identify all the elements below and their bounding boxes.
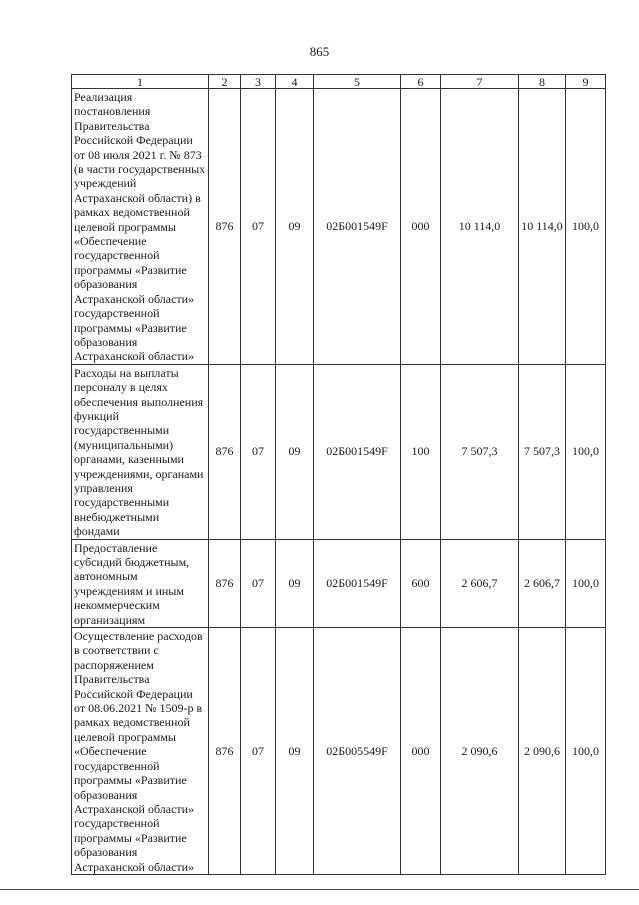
header-col-7: 7 [441, 75, 519, 89]
row-description: Предоставление субсидий бюджетным, автономным учреждениям и иным некоммерческим организациям [72, 539, 209, 627]
cell-section: 07 [241, 628, 276, 875]
cell-subsection: 09 [276, 364, 314, 539]
header-col-9: 9 [566, 75, 606, 89]
cell-planned-amount: 2 090,6 [441, 628, 519, 875]
cell-expense-type: 000 [401, 89, 441, 365]
cell-expense-type: 600 [401, 539, 441, 627]
row-description: Осуществление расходов в соответствии с распоряжением Правительства Российской Федерации от 08.06.2021 № 1509-р в рамках ведомственной целевой программы «Обеспечение государственной программы «Развитие образования Астраханской области» государственной программы «Развитие образования Астраханской области» [72, 628, 209, 875]
cell-target-article: 02Б005549F [314, 628, 401, 875]
cell-target-article: 02Б001549F [314, 539, 401, 627]
cell-planned-amount: 2 606,7 [441, 539, 519, 627]
cell-section: 07 [241, 364, 276, 539]
header-col-1: 1 [72, 75, 209, 89]
budget-table [71, 74, 606, 875]
table-row [72, 628, 606, 875]
cell-subsection: 09 [276, 539, 314, 627]
cell-section: 07 [241, 89, 276, 365]
row-description: Расходы на выплаты персоналу в целях обеспечения выполнения функций государственными (муниципальными) органами, казенными учреждениями, органами управления государственными внебюджетными фондами [72, 364, 209, 539]
cell-executed-amount: 2 606,7 [519, 539, 566, 627]
header-col-2: 2 [209, 75, 241, 89]
cell-expense-type: 100 [401, 364, 441, 539]
cell-executed-amount: 7 507,3 [519, 364, 566, 539]
header-col-5: 5 [314, 75, 401, 89]
cell-execution-percent: 100,0 [566, 89, 606, 365]
table-row [72, 539, 606, 627]
cell-admin-code: 876 [209, 89, 241, 365]
table-row [72, 89, 606, 365]
cell-executed-amount: 10 114,0 [519, 89, 566, 365]
cell-execution-percent: 100,0 [566, 364, 606, 539]
row-description: Реализация постановления Правительства Российской Федерации от 08 июля 2021 г. № 873 (в части государственных учреждений Астраханской области) в рамках ведомственной целевой программы «Обеспечение государственной программы «Развитие образования Астраханской области» государственной программы «Развитие образования Астраханской области» [72, 89, 209, 365]
cell-planned-amount: 10 114,0 [441, 89, 519, 365]
header-col-3: 3 [241, 75, 276, 89]
cell-admin-code: 876 [209, 364, 241, 539]
table-row [72, 364, 606, 539]
cell-execution-percent: 100,0 [566, 539, 606, 627]
cell-target-article: 02Б001549F [314, 89, 401, 365]
header-col-8: 8 [519, 75, 566, 89]
cell-subsection: 09 [276, 89, 314, 365]
cell-section: 07 [241, 539, 276, 627]
cell-execution-percent: 100,0 [566, 628, 606, 875]
cell-planned-amount: 7 507,3 [441, 364, 519, 539]
page-bottom-rule [0, 889, 639, 890]
cell-expense-type: 000 [401, 628, 441, 875]
page-number: 865 [309, 44, 330, 59]
cell-admin-code: 876 [209, 539, 241, 627]
header-col-4: 4 [276, 75, 314, 89]
cell-subsection: 09 [276, 628, 314, 875]
cell-executed-amount: 2 090,6 [519, 628, 566, 875]
cell-admin-code: 876 [209, 628, 241, 875]
cell-target-article: 02Б001549F [314, 364, 401, 539]
header-col-6: 6 [401, 75, 441, 89]
header-row [72, 75, 606, 89]
